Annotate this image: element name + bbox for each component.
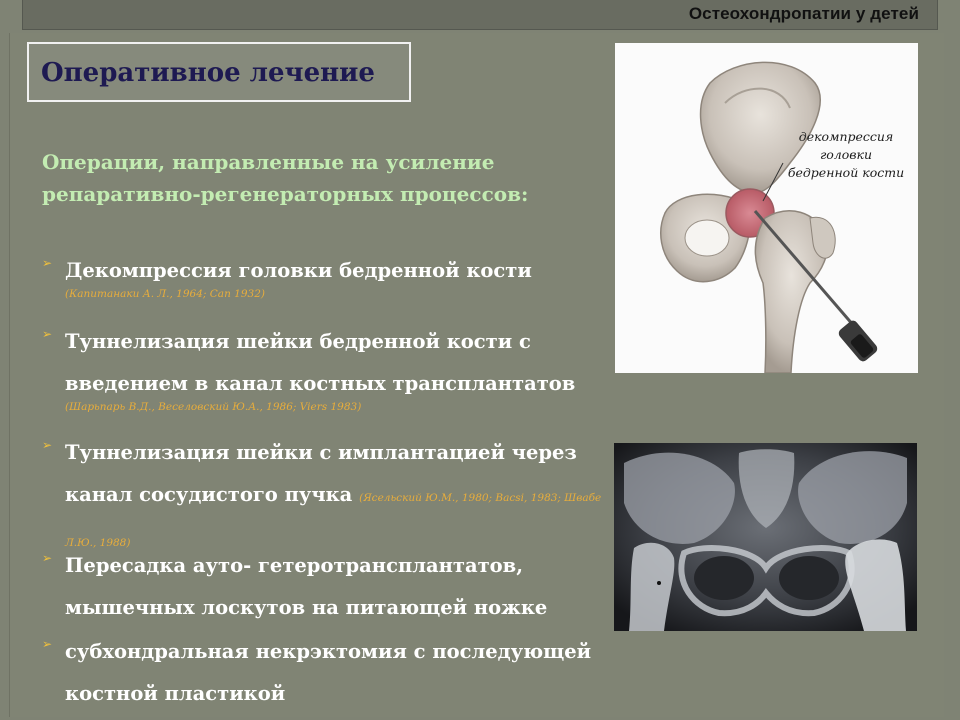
arrow-bullet-icon: ➢: [42, 438, 53, 452]
arrow-bullet-icon: ➢: [42, 637, 53, 651]
illustration-label: декомпрессия головки бедренной кости: [787, 129, 905, 180]
pelvis-xray-image: [614, 443, 917, 631]
bullet-text: Туннелизация шейки бедренной кости с введением в канал костных трансплантатов: [65, 330, 576, 395]
header-title: Остеохондропатии у детей: [688, 4, 919, 23]
arrow-bullet-icon: ➢: [42, 256, 53, 270]
hip-decompression-illustration: [615, 43, 918, 373]
bullet-reference: (Шарьпарь В.Д., Веселовский Ю.А., 1986; Viers 1983): [65, 401, 362, 413]
bullet-text: Пересадка ауто- гетеротрансплантатов, мышечных лоскутов на питающей ножке: [65, 554, 548, 619]
slide-subtitle: Операции, направленные на усиление репаративно-регенераторных процессов:: [42, 150, 529, 206]
bullet-reference: (Капитанаки А. Л., 1964; Сап 1932): [65, 288, 265, 300]
header-bar: [22, 0, 938, 30]
pelvis-femur-drawing: [615, 43, 918, 373]
bullet-text: Декомпрессия головки бедренной кости: [65, 259, 532, 282]
xray-drawing: [614, 443, 917, 631]
slide-title: Оперативное лечение: [41, 58, 375, 88]
bullet-reference: (Ясельский Ю.М., 1980; Bacsi, 1983; Швабе Л.Ю., 1988): [65, 492, 602, 549]
arrow-bullet-icon: ➢: [42, 327, 53, 341]
arrow-bullet-icon: ➢: [42, 551, 53, 565]
bullet-text: субхондральная некрэктомия с последующей костной пластикой: [65, 640, 592, 705]
title-box: [27, 42, 411, 102]
bullet-text: Туннелизация шейки с имплантацией через канал сосудистого пучка: [65, 441, 577, 506]
